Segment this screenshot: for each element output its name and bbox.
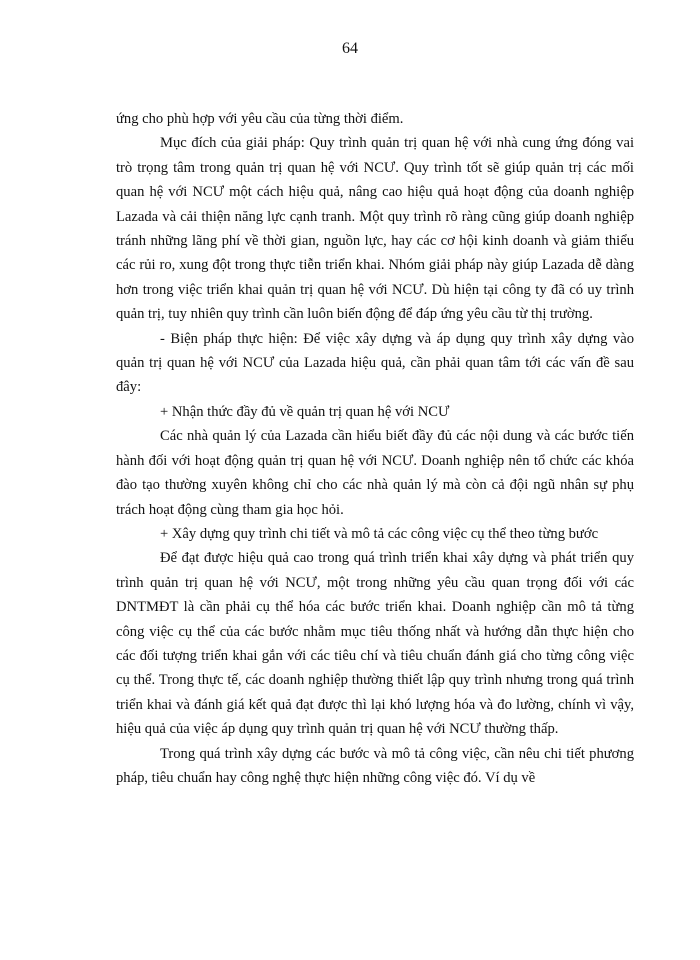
paragraph-solution-purpose: Mục đích của giải pháp: Quy trình quản trị quan hệ với nhà cung ứng đóng vai trò trọng tâm trong quản trị quan hệ với NCƯ. Quy trình tốt sẽ giúp quản trị các mối quan hệ với NCƯ một cách hiệu quả, nâng cao hiệu quả hoạt động của doanh nghiệp Lazada và cải thiện năng lực cạnh tranh. Một quy trình rõ ràng cũng giúp doanh nghiệp tránh những lãng phí về thời gian, nguồn lực, hay các cơ hội kinh doanh và giảm thiểu các rủi ro, xung đột trong thực tiễn triển khai. Nhóm giải pháp này giúp Lazada dễ dàng hơn trong việc triển khai quản trị quan hệ với NCƯ. Dù hiện tại công ty đã có uy trình quản trị, tuy nhiên quy trình cần luôn biến động để đáp ứng yêu cầu từ thị trường. (116, 135, 634, 323)
subheading-awareness: + Nhận thức đầy đủ về quản trị quan hệ với NCƯ (160, 403, 450, 420)
paragraph-continuation: ứng cho phù hợp với yêu cầu của từng thời điểm. (116, 111, 404, 127)
paragraph-detailed-process: Để đạt được hiệu quả cao trong quá trình triển khai xây dựng và phát triển quy trình quản trị quan hệ với NCƯ, một trong những yêu cầu quan trọng đối với các DNTMĐT là cần phải cụ thể hóa các bước triển khai. Doanh nghiệp cần mô tả từng công việc cụ thể của các bước nhằm mục tiêu thống nhất và hướng dẫn thực hiện cho các đối tượng triển khai gắn với các tiêu chí và tiêu chuẩn đánh giá cho từng công việc cụ thể. Trong thực tế, các doanh nghiệp thường thiết lập quy trình nhưng trong quá trình triển khai và đánh giá kết quả đạt được thì lại khó lượng hóa và đo lường, chính vì vậy, hiệu quả của việc áp dụng quy trình quản trị quan hệ với NCƯ thường thấp. (116, 550, 634, 738)
page-number: 64 (342, 40, 358, 57)
subheading-detailed-process: + Xây dựng quy trình chi tiết và mô tả các công việc cụ thể theo từng bước (160, 525, 599, 542)
paragraph-process-steps: Trong quá trình xây dựng các bước và mô tả công việc, cần nêu chi tiết phương pháp, tiêu chuẩn hay công nghệ thực hiện những công việc đó. Ví dụ về (116, 745, 634, 786)
paragraph-implementation-measures: - Biện pháp thực hiện: Để việc xây dựng và áp dụng quy trình xây dựng vào quản trị quan hệ với NCƯ của Lazada hiệu quả, cần phải quan tâm tới các vấn đề sau đây: (116, 330, 634, 396)
paragraph-awareness: Các nhà quản lý của Lazada cần hiểu biết đầy đủ các nội dung và các bước tiến hành đối với hoạt động quản trị quan hệ với NCƯ. Doanh nghiệp nên tổ chức các khóa đào tạo thường xuyên không chỉ cho các nhà quản lý mà còn cả đội ngũ nhân sự phụ trách hoạt động cùng tham gia học hỏi. (116, 428, 634, 518)
document-body (116, 107, 634, 790)
